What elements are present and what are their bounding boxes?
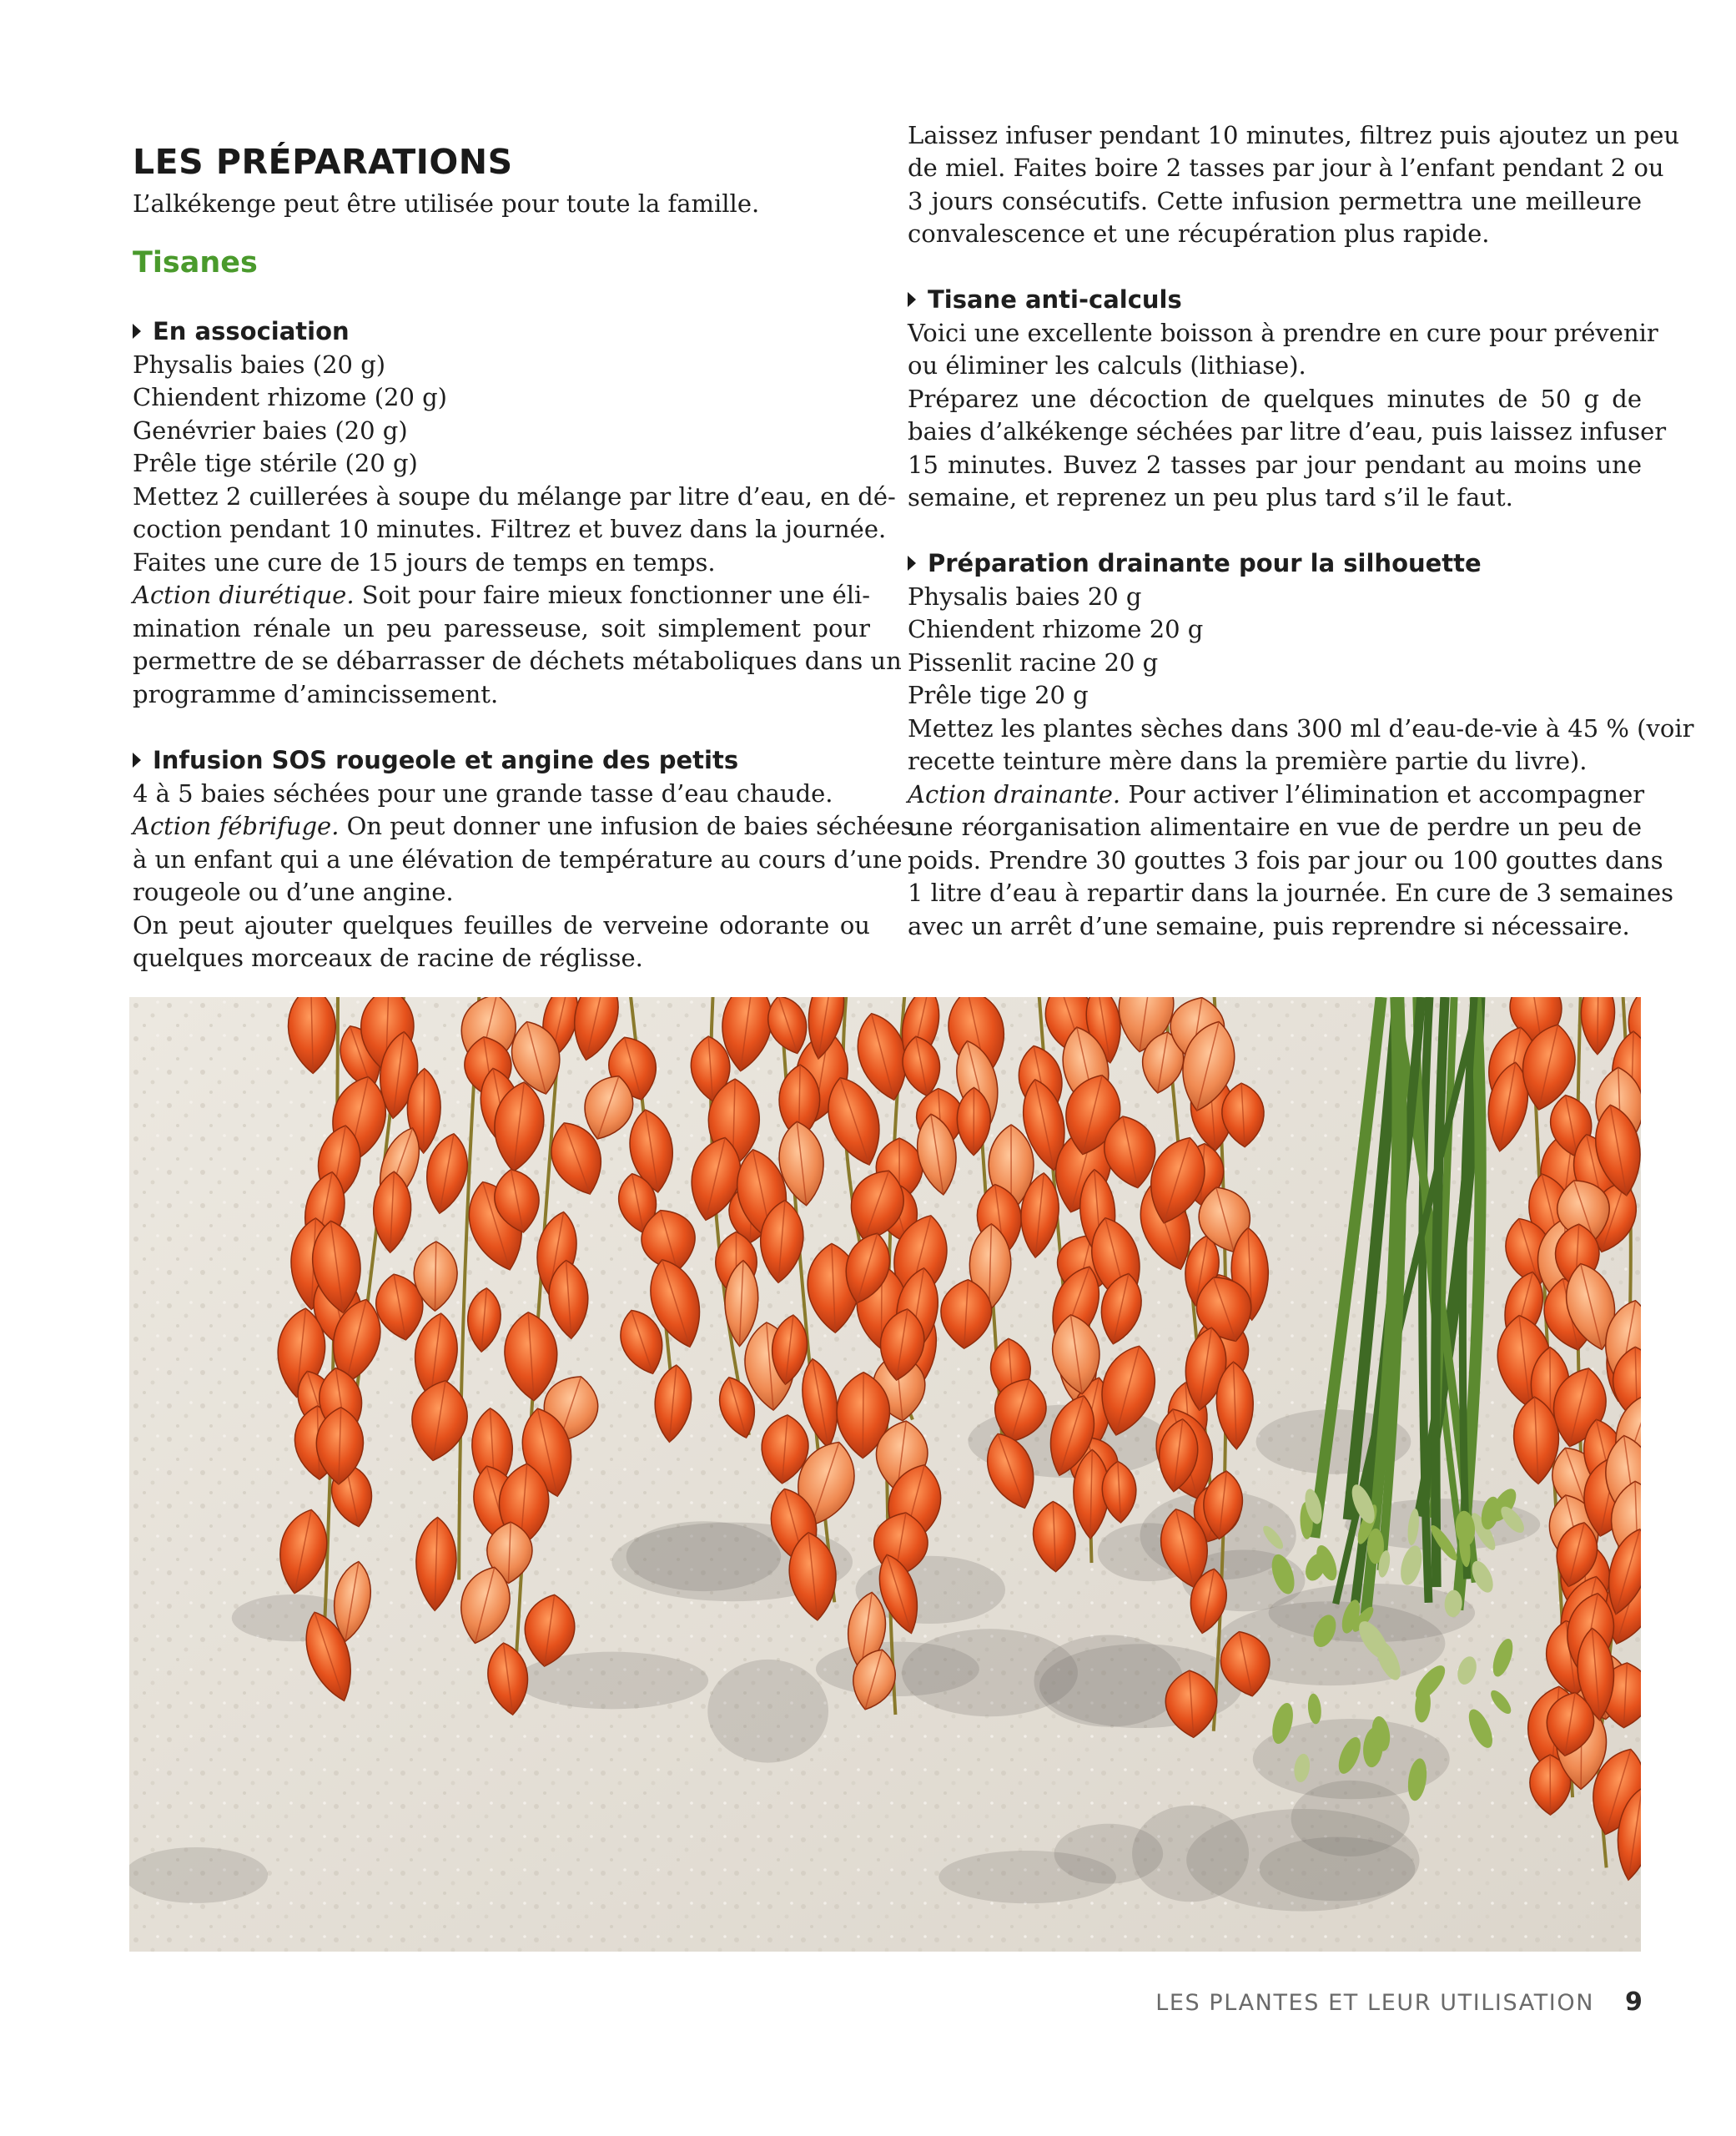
body-line: programme d’amincissement. — [133, 680, 499, 708]
body-line: rougeole ou d’une angine. — [133, 878, 454, 906]
body-line: 4 à 5 baies séchées pour une grande tasse d’eau chaude. — [133, 779, 833, 808]
shadow-shape — [707, 1660, 828, 1763]
body-line: Faites une cure de 15 jours de temps en temps. — [133, 548, 716, 577]
body-line: Mettez les plantes sèches dans 300 ml d’eau-de-vie à 45 % (voir — [908, 714, 1694, 743]
body-line: avec un arrêt d’une semaine, puis reprendre si nécessaire. — [908, 912, 1630, 940]
ingredient-line: Prêle tige 20 g — [908, 681, 1089, 709]
body-line: permettre de se débarrasser de déchets métaboliques dans un — [133, 647, 902, 675]
lantern-vein — [424, 1069, 425, 1153]
body-line: coction pendant 10 minutes. Filtrez et buvez dans la journée. — [133, 515, 887, 543]
body-line: semaine, et reprenez un peu plus tard s’il le faut. — [908, 483, 1513, 511]
body-line: baies d’alkékenge séchées par litre d’eau, puis laissez infuser — [908, 417, 1667, 446]
action-line: Action drainante. Pour activer l’élimination et accompagner — [908, 780, 1645, 809]
subheading-association-label: En association — [153, 317, 350, 345]
ingredient-line: Physalis baies (20 g) — [133, 350, 386, 379]
action-line: Action fébrifuge. On peut donner une infusion de baies séchées — [133, 812, 913, 840]
ingredient-line: Prêle tige stérile (20 g) — [133, 449, 418, 477]
body-line: recette teinture mère dans la première partie du livre). — [908, 747, 1588, 775]
action-line: Action diurétique. Soit pour faire mieux fonctionner une éli- — [133, 581, 871, 609]
shadow-shape — [1186, 1809, 1419, 1912]
ingredient-line: Chiendent rhizome 20 g — [908, 615, 1204, 643]
body-line: 3 jours consécutifs. Cette infusion permettra une meilleure — [908, 187, 1642, 215]
shadow-shape — [129, 1847, 268, 1903]
body-line: mination rénale un peu paresseuse, soit simplement pour — [133, 614, 870, 642]
body-line: Préparez une décoction de quelques minutes de 50 g de — [908, 385, 1642, 413]
body-line: ou éliminer les calculs (lithiase). — [908, 351, 1306, 380]
subheading-drainante — [908, 547, 1482, 580]
subheading-sos — [133, 744, 738, 777]
triangle-bullet-icon — [133, 324, 141, 339]
shadow-shape — [902, 1629, 1078, 1716]
triangle-bullet-icon — [908, 292, 916, 307]
body-line: Voici une excellente boisson à prendre en cure pour prévenir — [908, 319, 1658, 347]
body-line: quelques morceaux de racine de réglisse. — [133, 944, 643, 972]
ingredient-line: Chiendent rhizome (20 g) — [133, 383, 447, 411]
triangle-bullet-icon — [133, 753, 141, 768]
body-line: On peut ajouter quelques feuilles de verveine odorante ou — [133, 911, 870, 940]
subheading-drainante-label: Préparation drainante pour la silhouette — [928, 549, 1482, 577]
subheading-calculs — [908, 284, 1182, 316]
body-line: poids. Prendre 30 gouttes 3 fois par jour ou 100 gouttes dans — [908, 846, 1663, 874]
footer-running-title: LES PLANTES ET LEUR UTILISATION — [1155, 1990, 1594, 2016]
action-label: Action drainante. — [908, 780, 1121, 809]
intro-text: L’alkékenge peut être utilisée pour toute la famille. — [133, 189, 760, 218]
ingredient-line: Genévrier baies (20 g) — [133, 416, 408, 445]
page-number: 9 — [1625, 1987, 1643, 2017]
physalis-photo — [129, 997, 1641, 1952]
action-label: Action diurétique. — [133, 581, 355, 609]
body-line: une réorganisation alimentaire en vue de perdre un peu de — [908, 813, 1642, 841]
action-label: Action fébrifuge. — [133, 812, 340, 840]
body-line: 15 minutes. Buvez 2 tasses par jour pendant au moins une — [908, 451, 1642, 479]
body-line: à un enfant qui a une élévation de température au cours d’une — [133, 845, 903, 874]
body-line: convalescence et une récupération plus rapide. — [908, 219, 1490, 248]
ingredient-line: Pissenlit racine 20 g — [908, 648, 1159, 677]
body-line: Laissez infuser pendant 10 minutes, filtrez puis ajoutez un peu — [908, 121, 1680, 149]
section-title-tisanes: Tisanes — [133, 246, 258, 280]
shadow-shape — [626, 1521, 782, 1591]
shadow-shape — [938, 1851, 1116, 1903]
subheading-association — [133, 315, 350, 348]
body-line: de miel. Faites boire 2 tasses par jour à l’enfant pendant 2 ou — [908, 154, 1664, 182]
ingredient-line: Physalis baies 20 g — [908, 582, 1142, 611]
body-line: 1 litre d’eau à repartir dans la journée. En cure de 3 semaines — [908, 879, 1674, 907]
triangle-bullet-icon — [908, 556, 916, 571]
subheading-sos-label: Infusion SOS rougeole et angine des petits — [153, 746, 739, 774]
subheading-calculs-label: Tisane anti-calculs — [928, 285, 1182, 314]
body-line: Mettez 2 cuillerées à soupe du mélange par litre d’eau, en dé- — [133, 482, 896, 511]
page-heading: LES PRÉPARATIONS — [133, 142, 513, 182]
